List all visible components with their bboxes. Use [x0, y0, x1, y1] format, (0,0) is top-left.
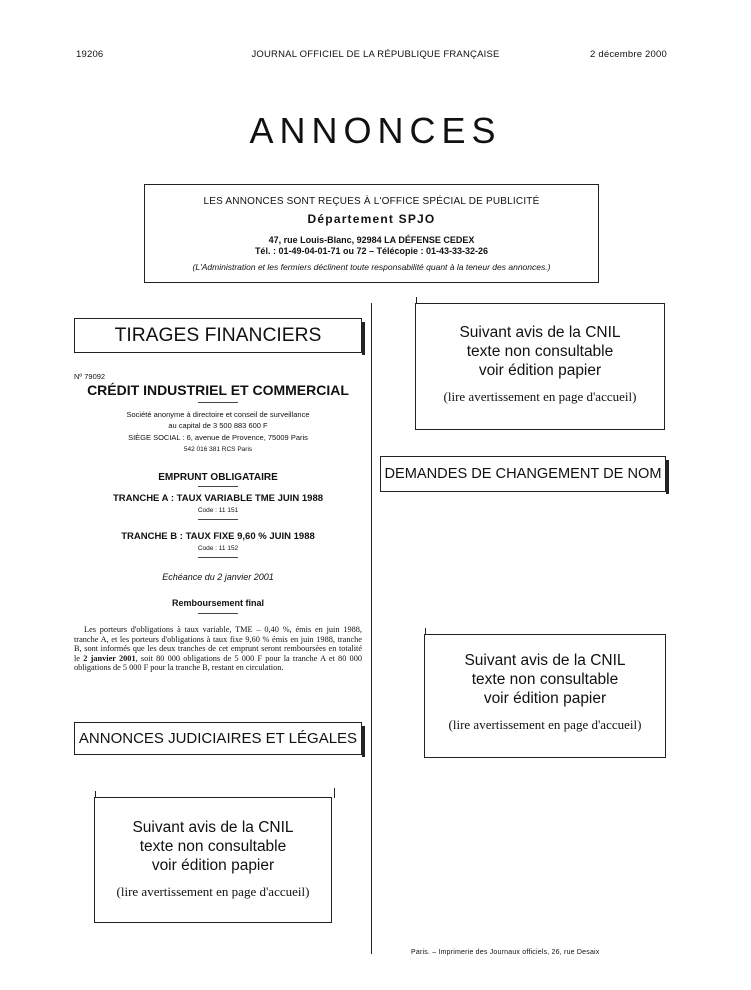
echeance: Echéance du 2 janvier 2001 [162, 572, 274, 582]
divider [198, 486, 238, 487]
announcement-number: Nº 79092 [74, 372, 106, 381]
body-text-part1: Les porteurs d'obligations à taux variable, TME – 0,40 %, émis en juin 1988, tranche A, et les porteurs d'obligations à taux fixe 9,60 % émis en juin 1988, tranche B, sont informés que les deux tranches de cet emprunt seront remboursées en totalité le [74, 625, 362, 663]
page-number: 19206 [76, 49, 104, 60]
issue-date: 2 décembre 2000 [590, 49, 667, 60]
info-department: Département SPJO [307, 212, 436, 226]
cnil-line3: voir édition papier [483, 690, 607, 707]
body-text-part2: , soit 80 000 obligations de 5 000 F pour la tranche A et 80 000 obligations de 5 000 F pour la tranche B, restant en circulation. [74, 653, 362, 673]
divider [198, 613, 238, 614]
announcement-body [74, 625, 362, 673]
publicity-info-box [144, 184, 599, 283]
rcs-number: 542 016 381 RCS Paris [183, 446, 253, 453]
info-phone: Tél. : 01-49-04-01-71 ou 72 – Télécopie : 01-43-33-32-26 [254, 246, 489, 256]
section-heading-judiciaires: ANNONCES JUDICIAIRES ET LÉGALES [74, 722, 362, 755]
cnil-line1: Suivant avis de la CNIL [459, 324, 621, 341]
info-address: 47, rue Louis-Blanc, 92984 LA DÉFENSE CEDEX [268, 235, 475, 245]
divider [198, 402, 238, 403]
siege-social: SIÈGE SOCIAL : 6, avenue de Provence, 75009 Paris [128, 433, 308, 442]
section-heading-demandes: DEMANDES DE CHANGEMENT DE NOM [380, 456, 666, 492]
cnil-footnote: (lire avertissement en page d'accueil) [443, 389, 637, 404]
cnil-line1: Suivant avis de la CNIL [464, 652, 626, 669]
page-title: ANNONCES [249, 110, 502, 151]
cnil-footnote: (lire avertissement en page d'accueil) [448, 717, 642, 732]
emprunt-heading: EMPRUNT OBLIGATAIRE [158, 472, 278, 483]
cnil-line3: voir édition papier [151, 857, 275, 874]
tranche-a-code: Code : 11 151 [197, 507, 239, 514]
society-capital: au capital de 3 500 883 600 F [168, 421, 268, 430]
divider [198, 519, 238, 520]
cnil-line3: voir édition papier [478, 362, 602, 379]
society-description: Société anonyme à directoire et conseil de surveillance [126, 410, 310, 419]
info-reception-line: LES ANNONCES SONT REÇUES À L'OFFICE SPÉCIAL DE PUBLICITÉ [203, 196, 540, 207]
company-name: CRÉDIT INDUSTRIEL ET COMMERCIAL [87, 382, 349, 398]
body-date-bold: 2 janvier 2001 [83, 653, 136, 663]
section-heading-tirages: TIRAGES FINANCIERS [74, 318, 362, 353]
cnil-footnote: (lire avertissement en page d'accueil) [116, 884, 310, 899]
info-disclaimer: (L'Administration et les fermiers déclinent toute responsabilité quant à la teneur des annonces.) [192, 262, 551, 272]
cnil-notice-box [94, 797, 332, 923]
column-divider [371, 303, 372, 954]
tranche-b-code: Code : 11 152 [197, 545, 239, 552]
cnil-notice-box [424, 634, 666, 758]
cnil-line1: Suivant avis de la CNIL [132, 819, 294, 836]
cnil-line2: texte non consultable [466, 343, 614, 360]
divider [198, 557, 238, 558]
cnil-line2: texte non consultable [471, 671, 619, 688]
journal-title: JOURNAL OFFICIEL DE LA RÉPUBLIQUE FRANÇAISE [251, 49, 500, 60]
cnil-notice-box [415, 303, 665, 430]
tranche-a: TRANCHE A : TAUX VARIABLE TME JUIN 1988 [112, 493, 324, 504]
printer-footer: Paris. – Imprimerie des Journaux officiels, 26, rue Desaix [411, 949, 600, 956]
cnil-line2: texte non consultable [139, 838, 287, 855]
remboursement-heading: Remboursement final [171, 598, 265, 608]
tranche-b: TRANCHE B : TAUX FIXE 9,60 % JUIN 1988 [121, 531, 315, 542]
